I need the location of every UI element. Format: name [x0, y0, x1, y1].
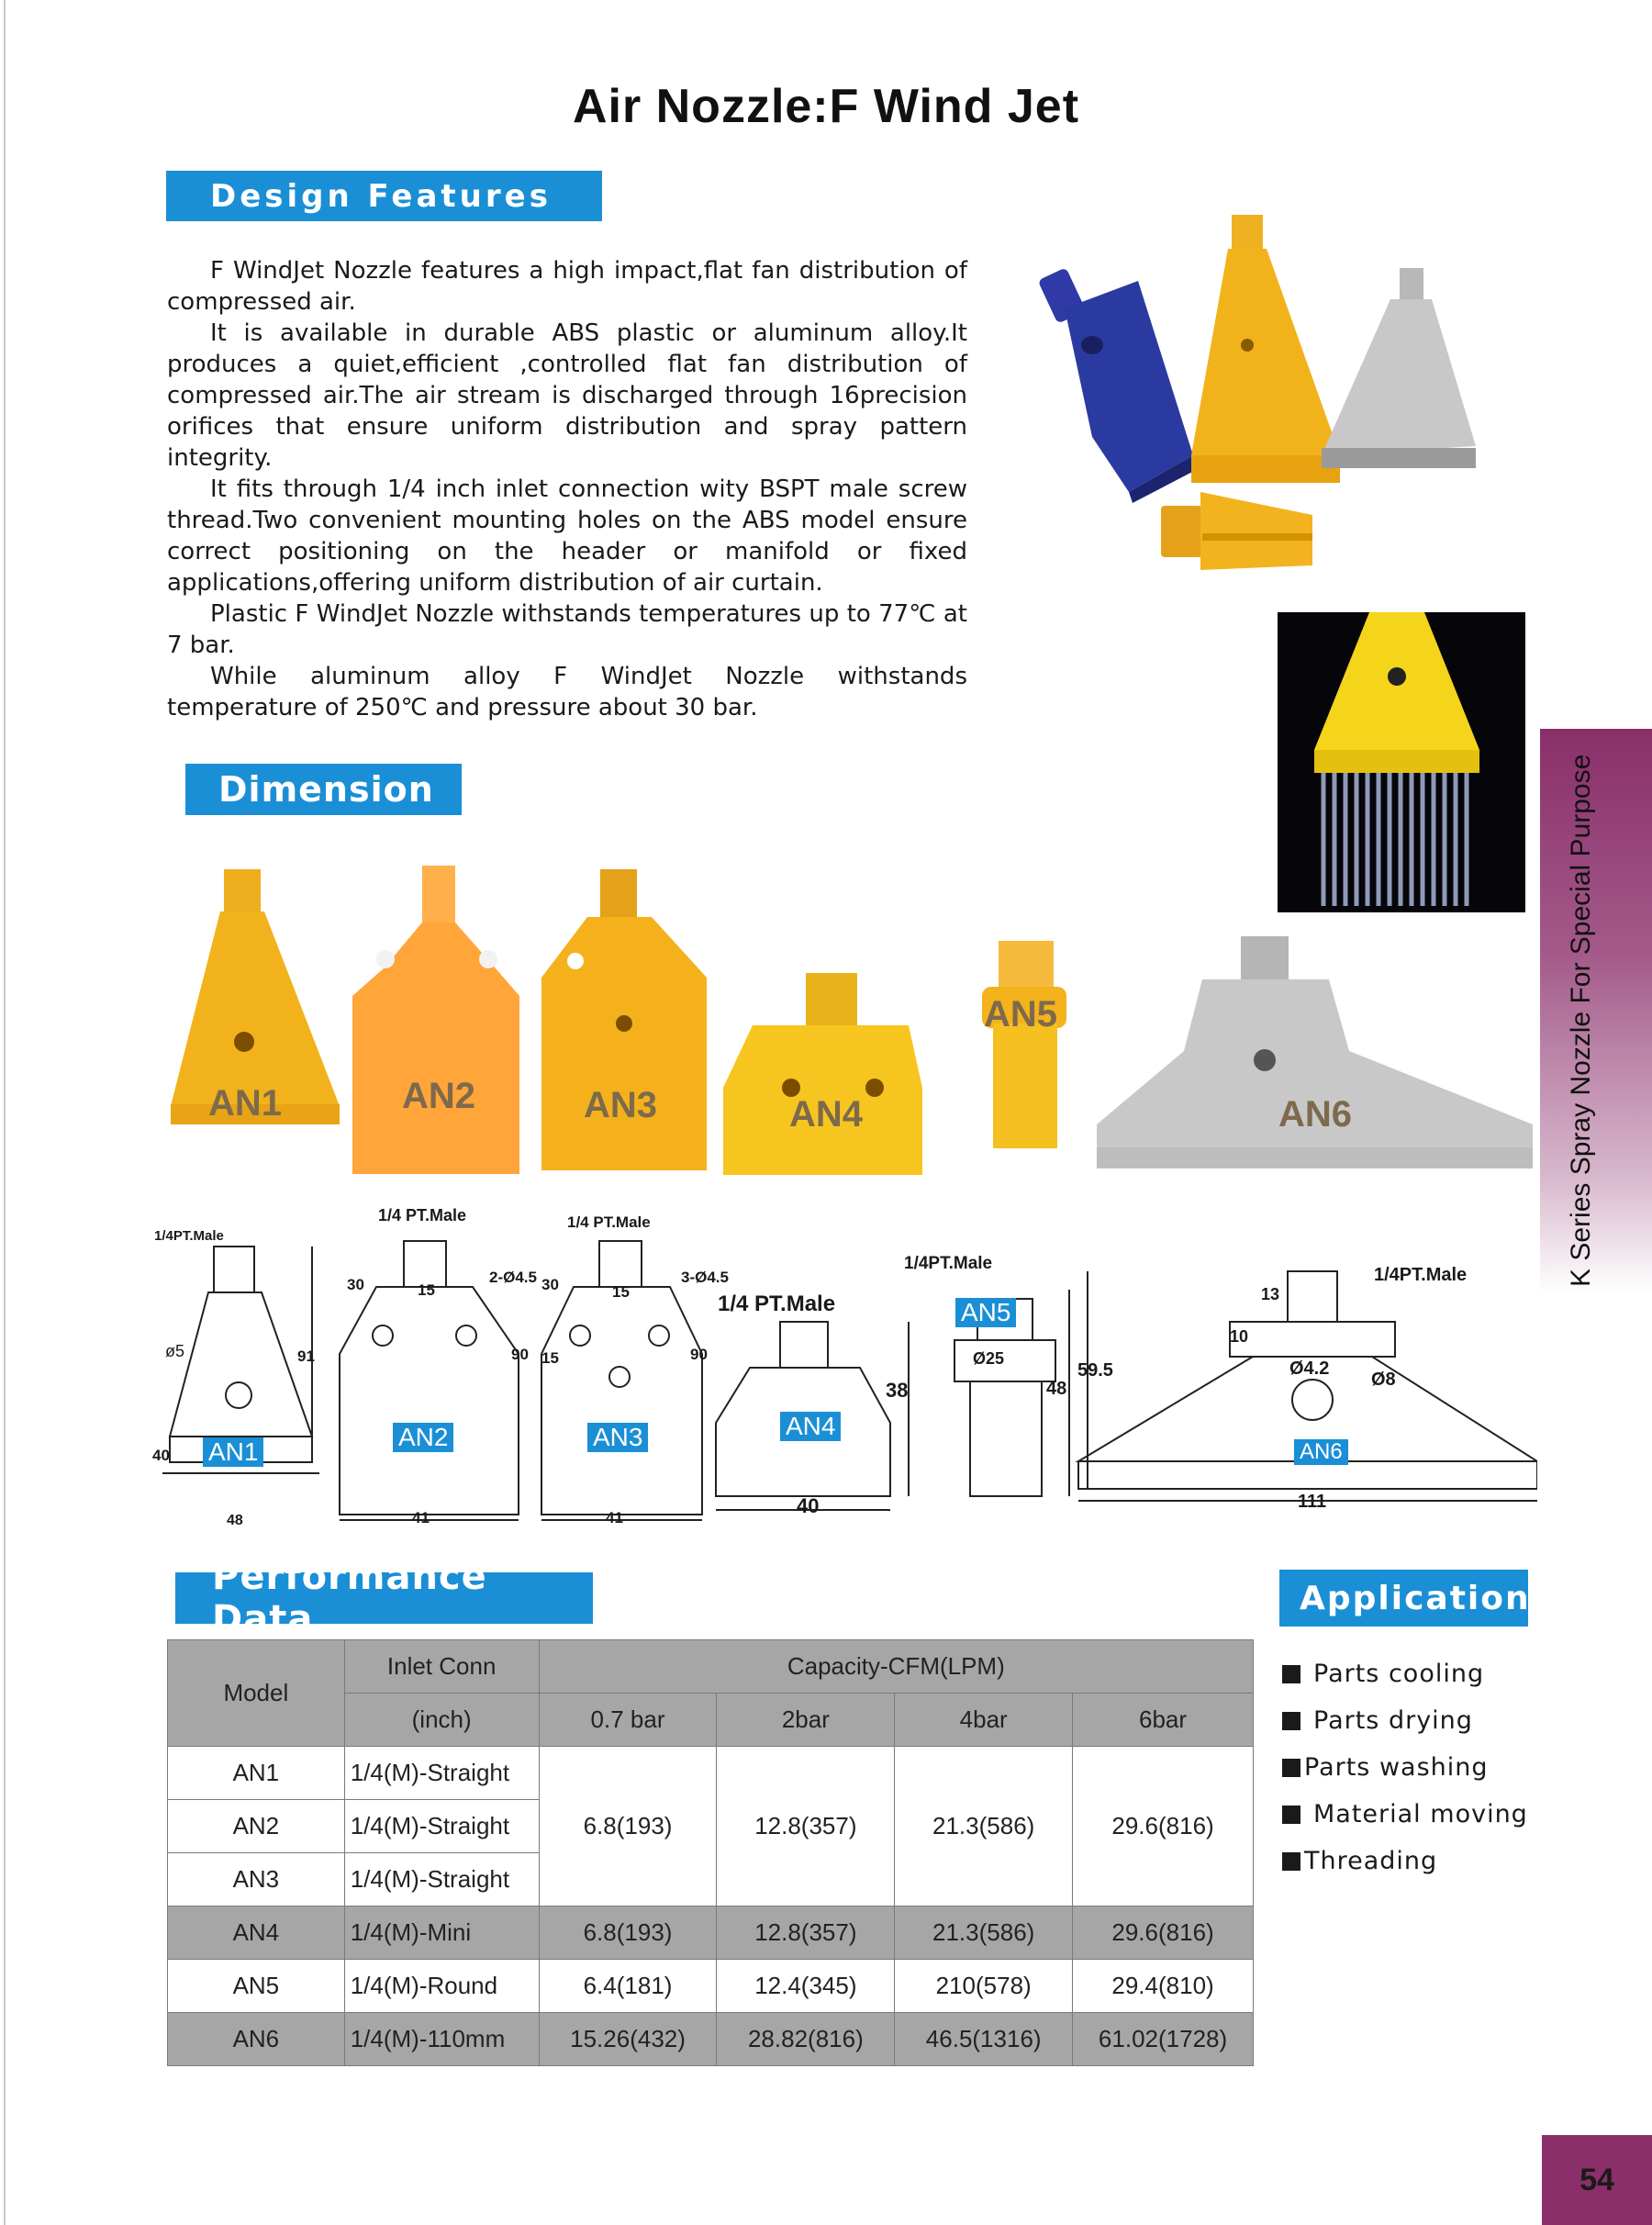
yellow-nozzle-image: [1191, 215, 1340, 483]
an2-width-label: 41: [412, 1509, 430, 1526]
header-pressure: 4bar: [895, 1694, 1073, 1747]
photo-label-an5: AN5: [984, 994, 1058, 1034]
cell-conn: 1/4(M)-110mm: [344, 2013, 539, 2066]
cell-value: 12.4(345): [717, 1960, 895, 2013]
cell-model: AN6: [168, 2013, 345, 2066]
square-bullet-icon: [1282, 1712, 1300, 1730]
cell-value: 15.26(432): [539, 2013, 717, 2066]
an6-width-label: 111: [1298, 1492, 1327, 1512]
table-row: [168, 1747, 1254, 1800]
application-item-label: Parts cooling: [1313, 1660, 1485, 1688]
table-row: [168, 2013, 1254, 2066]
an3-top-w-label: 15: [612, 1283, 630, 1301]
an6-height-label: 59.5: [1077, 1360, 1113, 1381]
header-inlet: Inlet Conn: [344, 1640, 539, 1694]
square-bullet-icon: [1282, 1759, 1300, 1777]
an1-height-label: 91: [297, 1347, 315, 1365]
design-paragraph: It fits through 1/4 inch inlet connection wity BSPT male screw thread.Two convenient mounting holes on the ABS model ensure correct positioning on the header or manifold or fixed applications,offering uniform distribution of air curtain.: [167, 475, 967, 597]
an6-hole2-label: Ø8: [1371, 1370, 1396, 1390]
design-paragraph: F WindJet Nozzle features a high impact,flat fan distribution of compressed air.: [167, 257, 967, 316]
cell-value: 6.8(193): [539, 1747, 717, 1906]
an3-side-label: 15: [541, 1349, 559, 1367]
performance-data-heading: Performance Data: [175, 1572, 593, 1624]
cell-value: 12.8(357): [717, 1906, 895, 1960]
header-capacity: Capacity-CFM(LPM): [539, 1640, 1253, 1694]
an3-thread-label: 1/4 PT.Male: [567, 1213, 651, 1231]
cell-conn: 1/4(M)-Straight: [344, 1747, 539, 1800]
an1-dia-label: ø5: [165, 1342, 185, 1360]
cell-value: 29.6(816): [1073, 1906, 1254, 1960]
an2-top-w-label: 15: [418, 1281, 435, 1299]
cell-conn: 1/4(M)-Straight: [344, 1853, 539, 1906]
cell-model: AN3: [168, 1853, 345, 1906]
an2-holes-label: 2-Ø4.5: [489, 1269, 537, 1286]
an5-photo: [982, 941, 1066, 1148]
cell-value: 29.6(816): [1073, 1747, 1254, 1906]
an2-top-h-label: 30: [347, 1276, 364, 1293]
an3-width-label: 41: [606, 1509, 623, 1526]
photo-label-an2: AN2: [402, 1076, 476, 1116]
an1-drawing-tag: AN1: [203, 1437, 263, 1467]
application-item-label: Threading: [1304, 1847, 1438, 1875]
page-number-box: [1542, 2135, 1652, 2225]
cell-model: AN4: [168, 1906, 345, 1960]
list-item: [1282, 1697, 1528, 1744]
product-photo-group: [1037, 207, 1505, 593]
table-header-row: [168, 1640, 1254, 1694]
cell-conn: 1/4(M)-Mini: [344, 1906, 539, 1960]
page-number: 54: [1579, 2162, 1614, 2197]
table-row: [168, 1960, 1254, 2013]
application-heading: Application: [1279, 1570, 1528, 1627]
cell-conn: 1/4(M)-Straight: [344, 1800, 539, 1853]
application-item-label: Parts washing: [1304, 1753, 1489, 1782]
nozzle-photo-row: [156, 858, 1542, 1189]
cell-value: 12.8(357): [717, 1747, 895, 1906]
square-bullet-icon: [1282, 1665, 1300, 1683]
an6-hole-label: Ø4.2: [1289, 1358, 1330, 1379]
cell-model: AN5: [168, 1960, 345, 2013]
table-row: [168, 1906, 1254, 1960]
blue-nozzle-image: [1038, 267, 1198, 503]
application-item-label: Material moving: [1313, 1800, 1528, 1828]
list-item: [1282, 1838, 1528, 1884]
an2-drawing-tag: AN2: [393, 1423, 453, 1452]
header-pressure: 0.7 bar: [539, 1694, 717, 1747]
an3-top-h-label: 30: [541, 1276, 559, 1293]
an2-thread-label: 1/4 PT.Male: [378, 1206, 467, 1224]
square-bullet-icon: [1282, 1852, 1300, 1871]
design-features-heading: Design Features: [166, 171, 602, 221]
technical-drawings: [151, 1202, 1537, 1533]
an1-base-label: 40: [152, 1447, 170, 1464]
dimension-heading: Dimension: [185, 764, 462, 815]
photo-label-an6: AN6: [1278, 1094, 1353, 1135]
cell-conn: 1/4(M)-Round: [344, 1960, 539, 2013]
photo-label-an1: AN1: [208, 1083, 283, 1124]
performance-table: [167, 1639, 1254, 2066]
an1-width-label: 48: [227, 1513, 243, 1528]
header-inlet-unit: (inch): [344, 1694, 539, 1747]
application-item-label: Parts drying: [1313, 1706, 1473, 1735]
an6-h2-label: 10: [1230, 1327, 1249, 1346]
an3-holes-label: 3-Ø4.5: [681, 1269, 729, 1286]
an2-height-label: 90: [511, 1346, 529, 1363]
square-bullet-icon: [1282, 1806, 1300, 1824]
an5-dia-label: Ø25: [973, 1349, 1005, 1368]
an4-thread-label: 1/4 PT.Male: [718, 1291, 836, 1316]
an4-drawing-tag: AN4: [780, 1412, 841, 1441]
cell-value: 28.82(816): [717, 2013, 895, 2066]
list-item: [1282, 1650, 1528, 1697]
round-nozzle-image: [1161, 492, 1312, 570]
page-title: Air Nozzle:F Wind Jet: [572, 80, 1080, 133]
an4-photo: [723, 973, 922, 1175]
aluminum-nozzle-image: [1322, 268, 1476, 468]
an6-h1-label: 13: [1261, 1285, 1280, 1303]
design-features-text: [167, 255, 967, 723]
cell-value: 6.8(193): [539, 1906, 717, 1960]
application-list: [1282, 1650, 1528, 1884]
photo-label-an4: AN4: [789, 1094, 864, 1135]
cell-value: 6.4(181): [539, 1960, 717, 2013]
an1-thread-label: 1/4PT.Male: [154, 1228, 224, 1244]
an3-drawing-tag: AN3: [587, 1423, 648, 1452]
cell-value: 210(578): [895, 1960, 1073, 2013]
header-model: Model: [168, 1640, 345, 1747]
an5-thread-label: 1/4PT.Male: [904, 1254, 993, 1273]
cell-model: AN2: [168, 1800, 345, 1853]
an2-photo: [352, 866, 519, 1174]
an5-height-label: 48: [1046, 1379, 1067, 1399]
cell-value: 21.3(586): [895, 1747, 1073, 1906]
an6-thread-label: 1/4PT.Male: [1374, 1265, 1468, 1285]
an6-drawing: [1078, 1271, 1537, 1501]
an4-width-label: 40: [797, 1494, 820, 1517]
header-pressure: 2bar: [717, 1694, 895, 1747]
list-item: [1282, 1744, 1528, 1791]
side-tab-label: K Series Spray Nozzle For Special Purpose: [1566, 754, 1596, 1287]
an4-height-label: 38: [886, 1379, 909, 1402]
page-left-rule: [4, 0, 6, 2225]
photo-label-an3: AN3: [584, 1085, 658, 1125]
design-paragraph: It is available in durable ABS plastic or aluminum alloy.It produces a quiet,efficient ,controlled flat fan distribution of compressed air.The air stream is discharged through 16precision orifices that ensure uniform distribution and spray pattern integrity.: [167, 319, 967, 472]
cell-value: 21.3(586): [895, 1906, 1073, 1960]
an5-drawing-tag: AN5: [955, 1298, 1016, 1327]
cell-value: 46.5(1316): [895, 2013, 1073, 2066]
design-paragraph: Plastic F WindJet Nozzle withstands temperatures up to 77℃ at 7 bar.: [167, 600, 967, 659]
an3-height-label: 90: [690, 1346, 708, 1363]
cell-model: AN1: [168, 1747, 345, 1800]
header-pressure: 6bar: [1073, 1694, 1254, 1747]
design-paragraph: While aluminum alloy F WindJet Nozzle withstands temperature of 250℃ and pressure about 30 bar.: [167, 663, 967, 721]
list-item: [1282, 1791, 1528, 1838]
cell-value: 61.02(1728): [1073, 2013, 1254, 2066]
an6-drawing-tag: AN6: [1294, 1439, 1348, 1465]
cell-value: 29.4(810): [1073, 1960, 1254, 2013]
